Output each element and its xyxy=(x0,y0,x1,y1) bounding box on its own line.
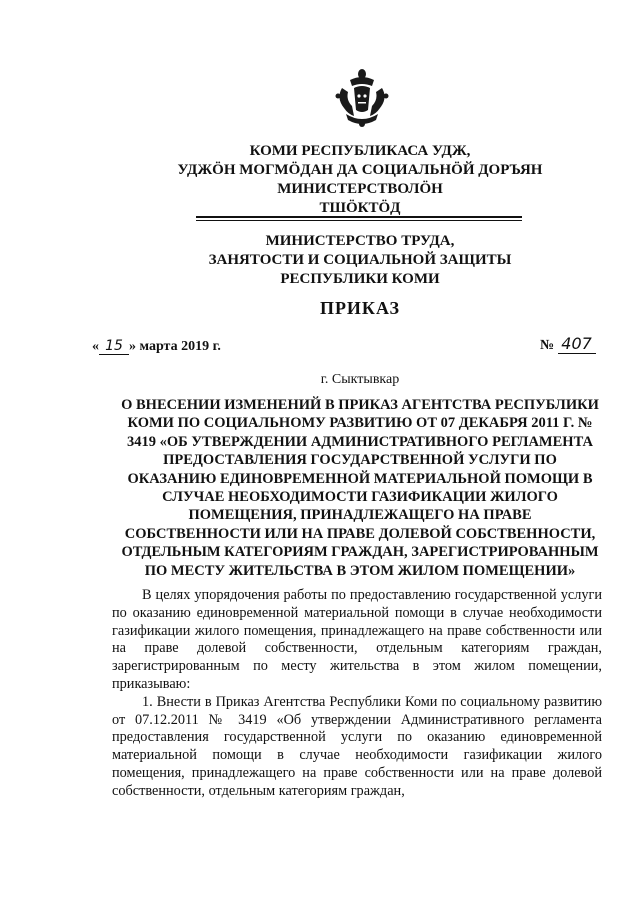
subject-line: КОМИ ПО СОЦИАЛЬНОМУ РАЗВИТИЮ ОТ 07 ДЕКАБРЯ 2011 Г. № xyxy=(127,415,593,432)
body-paragraph: 1. Внести в Приказ Агентства Республики Коми по социальному развитию от 07.12.2011 № 3419 «Об утверждении Административного регламента предоставления государственной услуги по оказанию единовременной материальной помощи в случае необходимости газификации жилого помещения, принадлежащего на праве собственности или на праве долевой собственности, отдельным категориям граждан, xyxy=(112,693,602,799)
komi-header-line: ТШÖКТÖД xyxy=(319,200,401,216)
city-line: г. Сыктывкар xyxy=(320,372,400,387)
komi-header-line: УДЖÖН МОГМÖДАН ДА СОЦИАЛЬНÖЙ ДОРЪЯН xyxy=(177,162,543,178)
order-subject xyxy=(0,396,640,580)
date-open-quote: « xyxy=(92,339,99,354)
subject-line: 3419 «ОБ УТВЕРЖДЕНИИ АДМИНИСТРАТИВНОГО РЕГЛАМЕНТА xyxy=(127,433,593,450)
russian-header-line: РЕСПУБЛИКИ КОМИ xyxy=(280,271,440,287)
handwritten-day: 15 xyxy=(99,338,129,355)
subject-line: ОКАЗАНИЮ ЕДИНОВРЕМЕННОЙ МАТЕРИАЛЬНОЙ ПОМОЩИ В xyxy=(127,470,593,487)
date-month-year: » марта 2019 г. xyxy=(129,339,221,354)
order-body xyxy=(112,587,602,801)
russian-language-header xyxy=(0,232,640,289)
subject-line: ПО МЕСТУ ЖИТЕЛЬСТВА В ЭТОМ ЖИЛОМ ПОМЕЩЕНИИ» xyxy=(144,562,576,579)
number-label: № xyxy=(540,338,555,353)
subject-line: ПОМЕЩЕНИЯ, ПРИНАДЛЕЖАЩЕГО НА ПРАВЕ xyxy=(188,507,532,524)
subject-line: ОТДЕЛЬНЫМ КАТЕГОРИЯМ ГРАЖДАН, ЗАРЕГИСТРИРОВАННЫМ xyxy=(121,544,599,561)
subject-line: СОБСТВЕННОСТИ ИЛИ НА ПРАВЕ ДОЛЕВОЙ СОБСТВЕННОСТИ, xyxy=(124,525,596,542)
subject-line: О ВНЕСЕНИИ ИЗМЕНЕНИЙ В ПРИКАЗ АГЕНТСТВА РЕСПУБЛИКИ xyxy=(121,397,599,413)
komi-header-line: КОМИ РЕСПУБЛИКАСА УДЖ, xyxy=(249,143,471,159)
subject-line: ПРЕДОСТАВЛЕНИЯ ГОСУДАРСТВЕННОЙ УСЛУГИ ПО xyxy=(163,452,557,469)
order-date xyxy=(92,338,221,355)
header-divider-thin xyxy=(196,220,522,221)
subject-line: СЛУЧАЕ НЕОБХОДИМОСТИ ГАЗИФИКАЦИИ ЖИЛОГО xyxy=(162,489,558,506)
document-type-title: ПРИКАЗ xyxy=(319,298,401,318)
body-paragraph: В целях упорядочения работы по предоставлению государственной услуги по оказанию единовременной материальной помощи в случае необходимости газификации жилого помещения, принадлежащего на праве собственности или на праве долевой собственности, отдельным категориям граждан, зарегистрированным по месту жительства в этом жилом помещении, приказываю: xyxy=(112,587,602,692)
coat-of-arms-emblem xyxy=(332,66,392,130)
komi-header-line: МИНИСТЕРСТВОЛÖН xyxy=(277,181,443,197)
komi-language-header xyxy=(0,142,640,218)
russian-header-line: МИНИСТЕРСТВО ТРУДА, xyxy=(265,233,455,249)
russian-header-line: ЗАНЯТОСТИ И СОЦИАЛЬНОЙ ЗАЩИТЫ xyxy=(208,252,512,268)
order-number xyxy=(540,334,596,354)
handwritten-number: 407 xyxy=(558,334,596,354)
header-divider-thick xyxy=(196,216,522,218)
